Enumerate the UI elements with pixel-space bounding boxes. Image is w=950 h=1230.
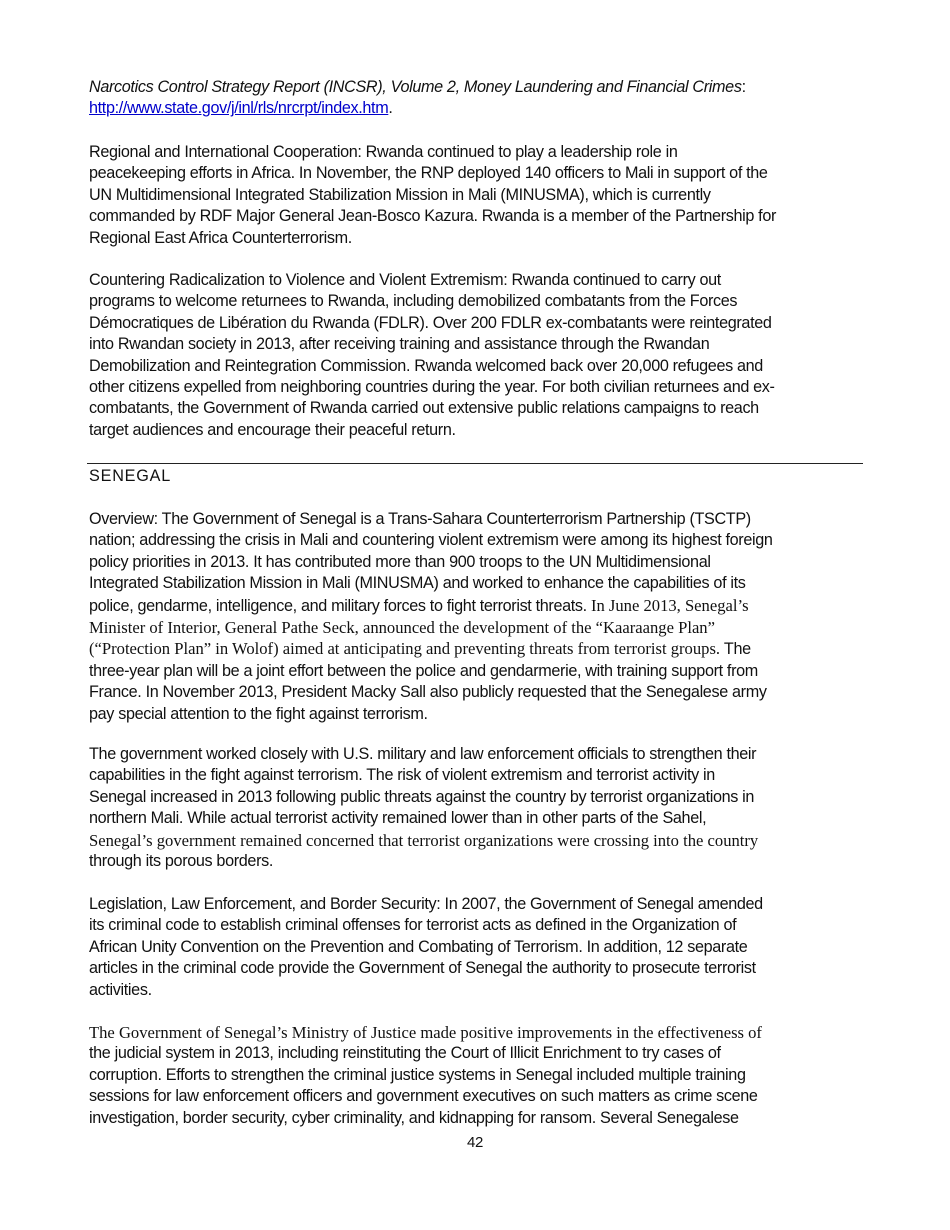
- paragraph-line: capabilities in the fight against terrorism. The risk of violent extremism and terrorist activity in: [89, 766, 715, 785]
- paragraph-line: France. In November 2013, President Macky Sall also publicly requested that the Senegalese army: [89, 683, 767, 702]
- paragraph-line: activities.: [89, 980, 152, 999]
- source-period: .: [388, 99, 393, 118]
- page-number: 42: [467, 1134, 483, 1151]
- text-run-serif: (“Protection Plan” in Wolof) aimed at anticipating and preventing threats from terrorist groups.: [89, 639, 721, 659]
- text-run-serif: In June 2013, Senegal’s: [590, 595, 749, 615]
- paragraph-line: programs to welcome returnees to Rwanda, including demobilized combatants from the Forces: [89, 292, 738, 311]
- rwanda-cooperation-paragraph: [89, 142, 865, 249]
- paragraph-line: Regional and International Cooperation: Rwanda continued to play a leadership role in: [89, 143, 678, 161]
- paragraph-line: UN Multidimensional Integrated Stabilization Mission in Mali (MINUSMA), which is currently: [89, 185, 711, 204]
- paragraph-line: peacekeeping efforts in Africa. In November, the RNP deployed 140 officers to Mali in support of the: [89, 164, 768, 183]
- paragraph-line: Senegal increased in 2013 following public threats against the country by terrorist organizations in: [89, 787, 755, 806]
- paragraph-line: nation; addressing the crisis in Mali and countering violent extremism were among its highest foreign: [89, 531, 773, 550]
- paragraph-line: northern Mali. While actual terrorist activity remained lower than in other parts of the Sahel,: [89, 809, 707, 828]
- paragraph-line: its criminal code to establish criminal offenses for terrorist acts as defined in the Organization of: [89, 916, 737, 935]
- paragraph-line: other citizens expelled from neighboring countries during the year. For both civilian returnees and ex-: [89, 378, 775, 397]
- paragraph-line: through its porous borders.: [89, 852, 274, 871]
- source-citation: [89, 77, 865, 120]
- paragraph-line: policy priorities in 2013. It has contributed more than 900 troops to the UN Multidimensional: [89, 552, 711, 571]
- paragraph-line: combatants, the Government of Rwanda carried out extensive public relations campaigns to reach: [89, 399, 759, 418]
- paragraph-line: Legislation, Law Enforcement, and Border Security: In 2007, the Government of Senegal amended: [89, 895, 763, 913]
- paragraph-line: corruption. Efforts to strengthen the criminal justice systems in Senegal included multiple training: [89, 1065, 746, 1084]
- paragraph-line: [89, 595, 865, 617]
- paragraph-line: The government worked closely with U.S. military and law enforcement officials to strengthen their: [89, 745, 757, 763]
- paragraph-line: Démocratiques de Libération du Rwanda (FDLR). Over 200 FDLR ex-combatants were reintegrated: [89, 313, 772, 332]
- paragraph-line: target audiences and encourage their peaceful return.: [89, 420, 456, 439]
- text-run: The: [720, 640, 751, 659]
- senegal-heading: SENEGAL: [89, 467, 172, 485]
- senegal-legislation-paragraph: [89, 894, 865, 1001]
- paragraph-line: Regional East Africa Counterterrorism.: [89, 228, 352, 247]
- paragraph-line: into Rwandan society in 2013, after receiving training and assistance through the Rwandan: [89, 335, 710, 354]
- paragraph-line: articles in the criminal code provide the Government of Senegal the authority to prosecute terrorist: [89, 959, 756, 978]
- paragraph-line: Integrated Stabilization Mission in Mali (MINUSMA) and worked to enhance the capabilities of its: [89, 574, 746, 593]
- senegal-overview-paragraph: [89, 509, 865, 725]
- paragraph-line: Senegal’s government remained concerned that terrorist organizations were crossing into the country: [89, 830, 759, 850]
- source-colon: :: [741, 78, 746, 96]
- rwanda-radicalization-paragraph: [89, 270, 865, 441]
- paragraph-line: Minister of Interior, General Pathe Seck, announced the development of the “Kaaraange Plan”: [89, 618, 715, 638]
- paragraph-line: Countering Radicalization to Violence and Violent Extremism: Rwanda continued to carry out: [89, 271, 721, 289]
- senegal-justice-paragraph: [89, 1022, 865, 1129]
- senegal-cooperation-paragraph: [89, 744, 865, 872]
- paragraph-line: [89, 638, 865, 660]
- paragraph-line: The Government of Senegal’s Ministry of Justice made positive improvements in the effectiveness of: [89, 1023, 762, 1042]
- paragraph-line: sessions for law enforcement officers and government executives on such matters as crime scene: [89, 1087, 758, 1106]
- paragraph-line: three-year plan will be a joint effort between the police and gendarmerie, with training support from: [89, 661, 758, 680]
- paragraph-line: pay special attention to the fight against terrorism.: [89, 704, 428, 723]
- source-url-link[interactable]: http://www.state.gov/j/inl/rls/nrcrpt/index.htm: [89, 99, 389, 118]
- text-run: police, gendarme, intelligence, and military forces to fight terrorist threats.: [89, 596, 591, 615]
- paragraph-line: investigation, border security, cyber criminality, and kidnapping for ransom. Several Senegalese: [89, 1108, 739, 1127]
- paragraph-line: the judicial system in 2013, including reinstituting the Court of Illicit Enrichment to try cases of: [89, 1044, 721, 1063]
- section-divider: [87, 463, 863, 464]
- paragraph-line: African Unity Convention on the Prevention and Combating of Terrorism. In addition, 12 separate: [89, 937, 748, 956]
- paragraph-line: commanded by RDF Major General Jean-Bosco Kazura. Rwanda is a member of the Partnership for: [89, 207, 777, 226]
- paragraph-line: Overview: The Government of Senegal is a Trans-Sahara Counterterrorism Partnership (TSCTP): [89, 510, 751, 528]
- paragraph-line: Demobilization and Reintegration Commission. Rwanda welcomed back over 20,000 refugees and: [89, 356, 763, 375]
- source-title: Narcotics Control Strategy Report (INCSR), Volume 2, Money Laundering and Financial Crimes: [89, 78, 742, 96]
